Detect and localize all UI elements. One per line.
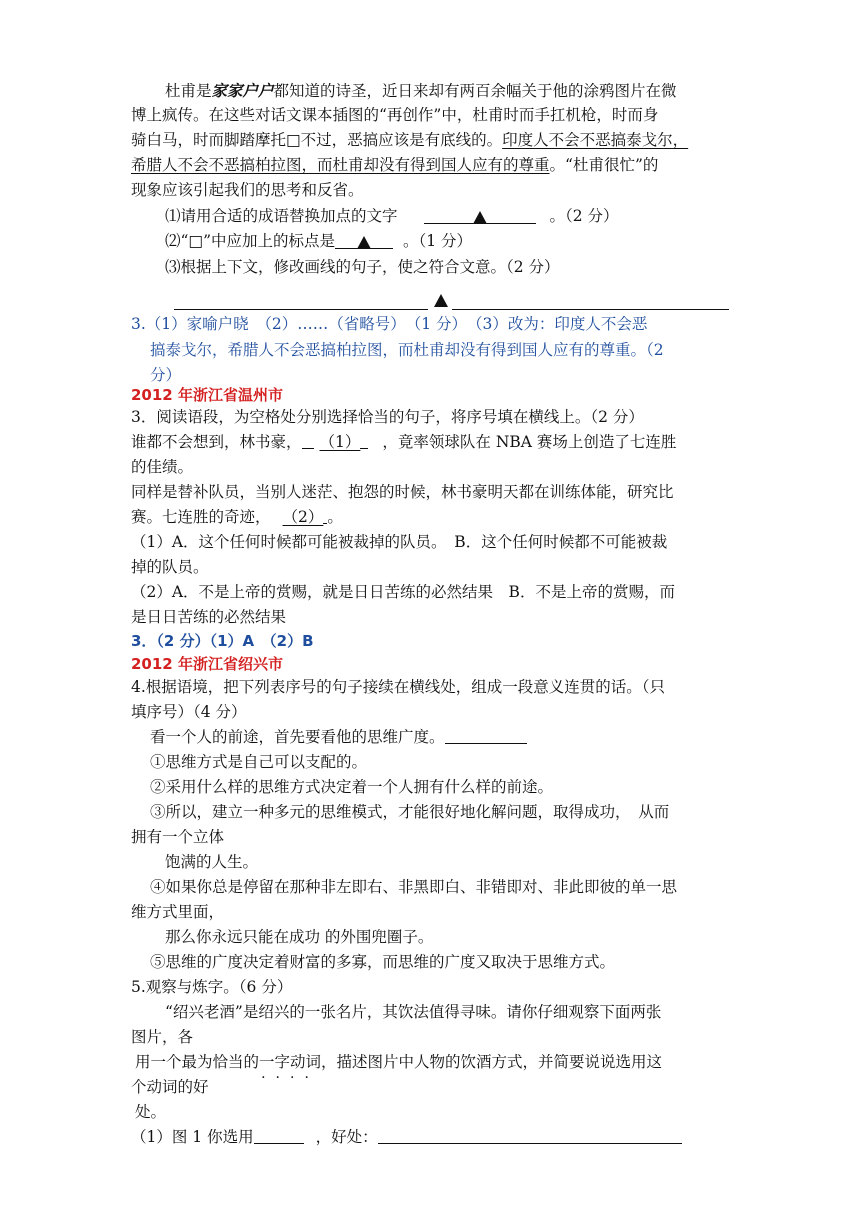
question-5-line-1: “绍兴老酒”是绍兴的一张名片，其饮法值得寻味。请你仔细观察下面两张 <box>165 1003 662 1021</box>
question-5-line-2: 图片，各 <box>131 1028 194 1046</box>
answer-2: 3．（2 分）（1）A （2）B <box>131 632 314 650</box>
sentence-1: ①思维方式是自己可以支配的。 <box>150 753 368 771</box>
dotted-phrase: 家家户户 <box>211 81 274 100</box>
answer-1-line-3: 分） <box>150 366 182 384</box>
passage-line-3: 骑白马，时而脚踏摩托□不过，恶搞应该是有底线的。印度人不会不恶搞泰戈尔， <box>131 131 689 149</box>
answer-line-left[interactable] <box>174 309 428 310</box>
passage-line: 的佳绩。 <box>131 458 194 476</box>
section-heading-wenzhou: 2012 年浙江省温州市 <box>131 386 283 404</box>
lead-sentence: 看一个人的前途，首先要看他的思维广度。 <box>150 726 527 749</box>
sentence-3-line-3: 饱满的人生。 <box>165 853 259 871</box>
question-5-line-5: 处。 <box>135 1103 167 1121</box>
question-1: ⑴请用合适的成语替换加点的文字 。（2 分） <box>165 207 619 225</box>
triangle-icon <box>434 294 448 307</box>
section-heading-shaoxing: 2012 年浙江省绍兴市 <box>131 655 283 673</box>
question-4-line-1: 4.根据语境，把下列表序号的句子接续在横线处，组成一段意义连贯的话。（只 <box>131 678 666 696</box>
answer-1-line-2: 搞泰戈尔，希腊人不会恶搞柏拉图，而杜甫却没有得到国人应有的尊重。（2 <box>150 341 664 359</box>
answer-blank-2[interactable] <box>335 232 393 249</box>
answer-line-right[interactable] <box>452 309 729 310</box>
passage-line: 谁都不会想到，林书豪， （1） ，竟率领球队在 NBA 赛场上创造了七连胜 <box>131 433 677 451</box>
question-3-wenzhou: 3．阅读语段，为空格处分别选择恰当的句子，将序号填在横线上。（2 分） <box>131 408 644 426</box>
sentence-3-line-2: 拥有一个立体 <box>131 828 225 846</box>
question-5-line-4: 个动词的好 <box>131 1078 209 1096</box>
question-3: ⑶根据上下文，修改画线的句子，使之符合文意。（2 分） <box>165 258 560 276</box>
sentence-3-line-1: ③所以，建立一种多元的思维模式，才能很好地化解问题，取得成功， 从而 <box>150 803 670 821</box>
option-2-line-2: 是日日苦练的必然结果 <box>131 608 287 626</box>
answer-1-line-1: 3.（1）家喻户晓 （2）……（省略号） （1 分） （3）改为：印度人不会恶 <box>131 315 648 333</box>
question-4-line-2: 填序号）（4 分） <box>131 703 247 721</box>
triangle-icon <box>357 236 371 249</box>
dotted-emphasis: 一字动词 ···· <box>259 1053 322 1086</box>
option-1-line-1: （1）A．这个任何时候都可能被裁掉的队员。 B．这个任何时候都不可能被裁 <box>131 533 668 551</box>
answer-blank-1[interactable] <box>424 207 536 224</box>
underlined-sentence-cont: 希腊人不会不恶搞柏拉图，而杜甫却没有得到国人应有的尊重 <box>131 156 550 174</box>
option-2-line-1: （2）A．不是上帝的赏赐，就是日日苦练的必然结果 B．不是上帝的赏赐，而 <box>131 583 675 601</box>
verb-answer-blank[interactable] <box>254 1127 304 1144</box>
underlined-sentence: 印度人不会不恶搞泰戈尔， <box>502 131 689 149</box>
question-2: ⑵“□”中应加上的标点是 。（1 分） <box>165 232 473 250</box>
benefit-answer-blank[interactable] <box>378 1127 682 1144</box>
passage-line: 赛。七连胜的奇迹， （2） 。 <box>131 508 343 526</box>
passage-line-4: 希腊人不会不恶搞柏拉图，而杜甫却没有得到国人应有的尊重。“杜甫很忙”的 <box>131 156 659 174</box>
sentence-2: ②采用什么样的思维方式决定着一个人拥有什么样的前途。 <box>150 778 554 796</box>
passage-line-2: 博上疯传。在这些对话文课本插图的“再创作”中，杜甫时而手扛机枪，时而身 <box>131 106 659 124</box>
question-5: 5.观察与炼字。（6 分） <box>131 978 293 996</box>
blank-2[interactable]: （2） <box>282 508 324 526</box>
sentence-5: ⑤思维的广度决定着财富的多寡，而思维的广度又取决于思维方式。 <box>150 953 616 971</box>
fill-in-1: （1）图 1 你选用 ，好处： <box>131 1126 682 1149</box>
option-1-line-2: 掉的队员。 <box>131 558 209 576</box>
blank-1[interactable]: （1） <box>319 433 361 451</box>
order-answer-blank[interactable] <box>445 727 527 744</box>
triangle-icon <box>473 211 487 224</box>
passage-line: 同样是替补队员，当别人迷茫、抱怨的时候，林书豪明天都在训练体能，研究比 <box>131 483 674 501</box>
sentence-4-line-3: 那么你永远只能在成功 的外围兜圈子。 <box>165 928 434 946</box>
sentence-4-line-1: ④如果你总是停留在那种非左即右、非黑即白、非错即对、非此即彼的单一思 <box>150 878 678 896</box>
question-5-line-3: 用一个最为恰当的一字动词 ···· ，描述图片中人物的饮酒方式，并简要说说选用这 <box>135 1053 663 1086</box>
sentence-4-line-2: 维方式里面， <box>131 903 225 921</box>
passage-line-1: 杜甫是家家户户都知道的诗圣，近日来却有两百余幅关于他的涂鸦图片在微 <box>165 81 677 100</box>
passage-line-5: 现象应该引起我们的思考和反省。 <box>131 181 364 199</box>
